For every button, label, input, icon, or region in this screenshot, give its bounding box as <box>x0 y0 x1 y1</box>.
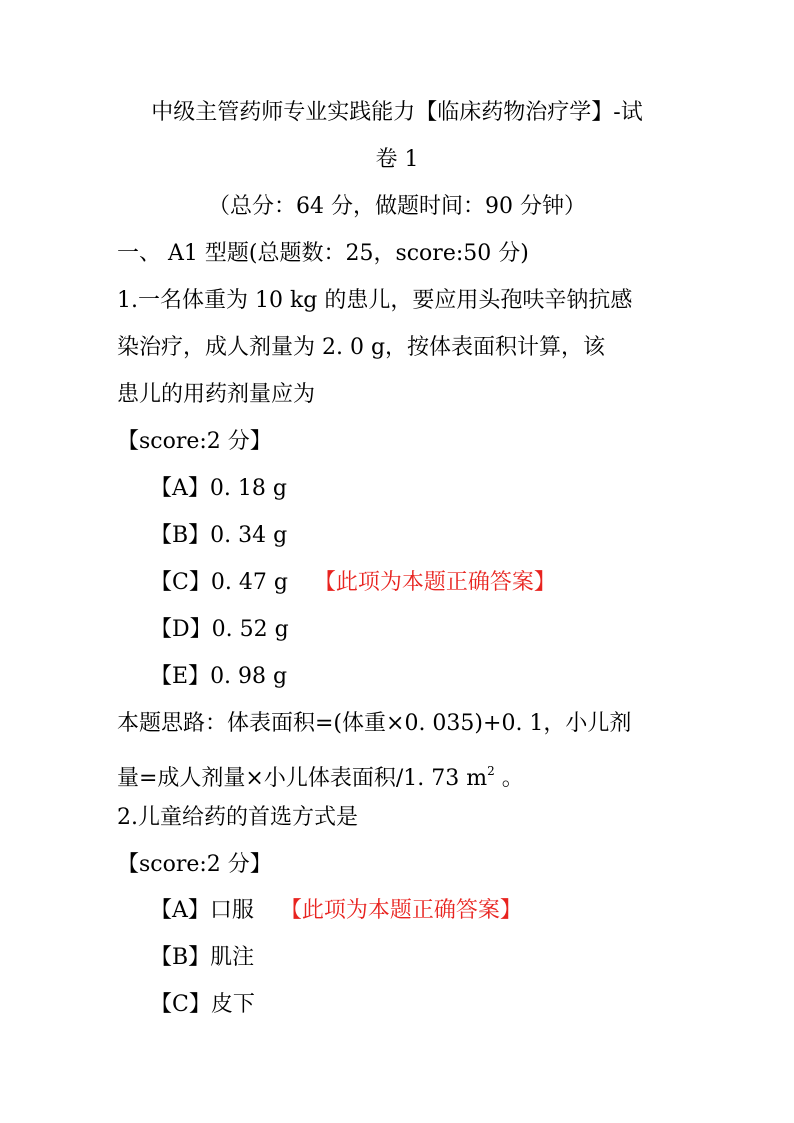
question-2-stem: 2.儿童给药的首选方式是 <box>117 805 358 830</box>
explanation-text: 量=成人剂量×小儿体表面积/1. 73 m <box>117 766 488 791</box>
option-label: 【C】 <box>150 992 211 1017</box>
question-2-option-b <box>150 944 254 972</box>
question-1-option-c <box>150 569 556 597</box>
question-1-stem-line-3: 患儿的用药剂量应为 <box>117 382 316 407</box>
question-2-score: 【score:2 分】 <box>117 852 272 877</box>
section-heading: 一、 A1 型题(总题数：25，score:50 分) <box>117 241 529 266</box>
question-2-option-a <box>150 897 522 925</box>
option-label: 【C】 <box>150 570 211 595</box>
exam-title-line-1: 中级主管药师专业实践能力【临床药物治疗学】-试 <box>151 100 643 125</box>
option-label: 【A】 <box>150 476 210 501</box>
correct-answer-mark: 【此项为本题正确答案】 <box>279 898 522 923</box>
option-text: 皮下 <box>210 992 255 1017</box>
question-1-stem-line-2: 染治疗，成人剂量为 2. 0 g，按体表面积计算，该 <box>117 335 606 360</box>
option-label: 【B】 <box>150 523 211 548</box>
question-1-explanation-line-1: 本题思路：体表面积=(体重×0. 035)+0. 1，小儿剂 <box>117 711 632 736</box>
correct-answer-mark: 【此项为本题正确答案】 <box>313 570 556 595</box>
option-text: 0. 52 g <box>211 617 289 642</box>
question-2-option-c <box>150 991 255 1019</box>
superscript: 2 <box>487 764 495 778</box>
option-text: 0. 47 g <box>210 570 288 595</box>
option-text: 0. 98 g <box>210 664 288 689</box>
option-label: 【A】 <box>150 898 210 923</box>
exam-summary: （总分：64 分，做题时间：90 分钟） <box>208 194 586 219</box>
question-1-option-b <box>150 522 287 550</box>
option-label: 【E】 <box>150 664 211 689</box>
question-1-explanation-line-2 <box>117 757 524 793</box>
question-1-option-a <box>150 475 287 503</box>
option-text: 0. 18 g <box>209 476 287 501</box>
question-1-option-e <box>150 663 287 691</box>
question-1-stem-line-1: 1.一名体重为 10 kg 的患儿，要应用头孢呋辛钠抗感 <box>117 288 633 313</box>
option-label: 【D】 <box>150 617 212 642</box>
question-1-option-d <box>150 616 289 644</box>
exam-title-line-2: 卷 1 <box>375 147 419 172</box>
option-label: 【B】 <box>150 945 211 970</box>
option-text: 口服 <box>209 898 254 923</box>
explanation-text-end: 。 <box>494 766 524 791</box>
question-1-score: 【score:2 分】 <box>117 429 272 454</box>
option-text: 0. 34 g <box>210 523 288 548</box>
option-text: 肌注 <box>210 945 255 970</box>
